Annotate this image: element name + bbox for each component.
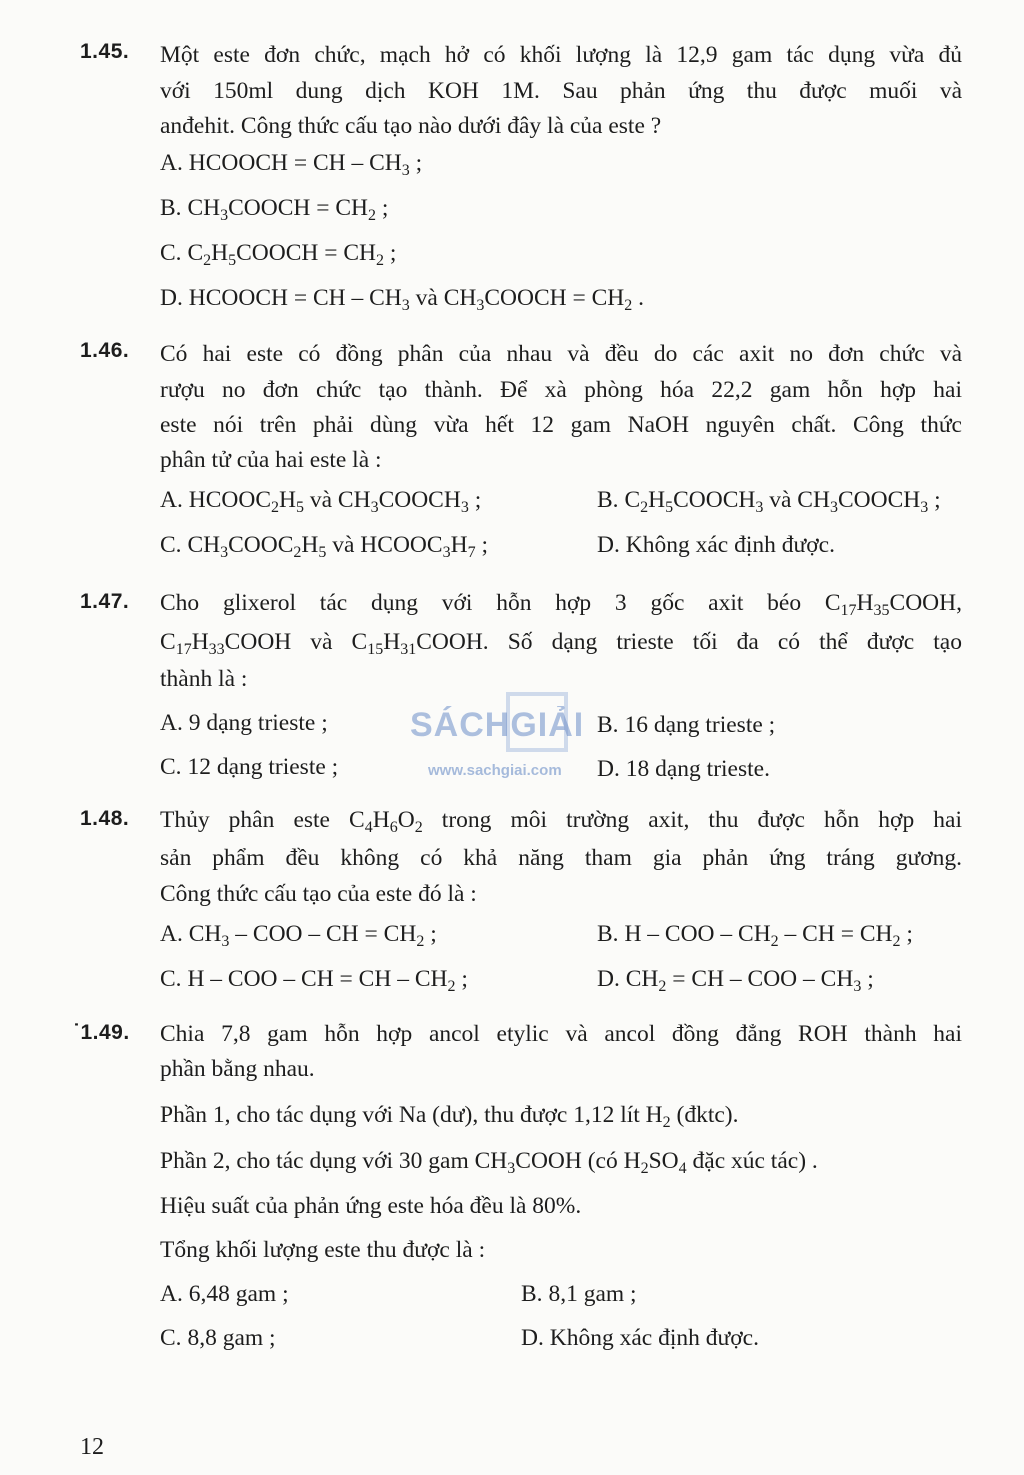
stem-line: phân tử của hai este là : <box>160 447 382 473</box>
option-c: C. 12 dạng trieste ; <box>160 754 339 780</box>
option-c: C. $CH_3COOC_2H_5$ và $HCOOC_3H_7$ ; <box>160 532 488 561</box>
stem-line: Có hai este có đồng phân của nhau và đều do các axit no đơn chức và <box>160 341 962 367</box>
option-c: C. $C_2H_5COOCH = CH_2$ ; <box>160 240 397 269</box>
question-ask: Tổng khối lượng este thu được là : <box>160 1237 486 1263</box>
stem-line: sản phẩm đều không có khả năng tham gia phản ứng tráng gương. <box>160 845 962 871</box>
watermark-url: www.sachgiai.com <box>428 762 562 779</box>
option-d: D. HCOOCH = CH – $CH_3$ và $CH_3COOCH = CH_2$ . <box>160 285 645 314</box>
option-c: C. 8,8 gam ; <box>160 1325 276 1351</box>
option-b: B. H – COO – $CH_2$ – CH = $CH_2$ ; <box>597 921 913 950</box>
option-a: A. 9 dạng trieste ; <box>160 710 328 736</box>
option-d: D. 18 dạng trieste. <box>597 756 770 782</box>
question-number: 1.48. <box>80 807 130 830</box>
part-1-text: Phần 1, cho tác dụng với Na (dư), thu được 1,12 lít $H_2$ (đktc). <box>160 1102 739 1131</box>
stem-line: Thủy phân este $C_4H_6O_2$ trong môi trường axit, thu được hỗn hợp hai <box>160 807 962 836</box>
option-a: A. 6,48 gam ; <box>160 1281 289 1307</box>
option-a: A. $HCOOC_2H_5$ và $CH_3COOCH_3$ ; <box>160 487 482 516</box>
efficiency-text: Hiệu suất của phản ứng este hóa đều là 80%. <box>160 1193 582 1219</box>
stem-line: Một este đơn chức, mạch hở có khối lượng là 12,9 gam tác dụng vừa đủ <box>160 42 962 68</box>
part-2-text: Phần 2, cho tác dụng với 30 gam $CH_3COOH$ (có $H_2SO_4$ đặc xúc tác) . <box>160 1148 818 1177</box>
question-number: 1.46. <box>80 339 130 362</box>
stem-line: phần bằng nhau. <box>160 1056 315 1082</box>
stem-line: thành là : <box>160 666 248 692</box>
stem-line: với 150ml dung dịch KOH 1M. Sau phản ứng thu được muối và <box>160 77 962 104</box>
question-stem <box>160 1017 962 1053</box>
stem-line: $C_{17}H_{33}COOH$ và $C_{15}H_{31}COOH$. Số dạng trieste tối đa có thể được tạo <box>160 629 962 658</box>
option-d: D. Không xác định được. <box>521 1325 759 1351</box>
page-number: 12 <box>80 1434 104 1460</box>
stem-line: Công thức cấu tạo của este đó là : <box>160 881 477 907</box>
question-stem <box>160 337 962 444</box>
stem-line: rượu no đơn chức tạo thành. Để xà phòng hóa 22,2 gam hỗn hợp hai <box>160 376 962 403</box>
option-d: D. Không xác định được. <box>597 532 835 558</box>
option-b: B. 16 dạng trieste ; <box>597 712 776 738</box>
watermark-logo <box>410 688 620 778</box>
option-a: A. HCOOCH = CH – $CH_3$ ; <box>160 150 423 179</box>
option-b: B. $CH_3COOCH = CH_2$ ; <box>160 195 389 224</box>
option-c: C. H – COO – CH = CH – $CH_2$ ; <box>160 966 468 995</box>
watermark-brand: SÁCHGIẢI <box>410 706 585 744</box>
question-stem <box>160 38 962 109</box>
option-d: D. $CH_2$ = CH – COO – $CH_3$ ; <box>597 966 874 995</box>
option-b: B. 8,1 gam ; <box>521 1281 637 1307</box>
stem-line: este nói trên phải dùng vừa hết 12 gam NaOH nguyên chất. Công thức <box>160 412 962 438</box>
stem-line: Cho glixerol tác dụng với hỗn hợp 3 gốc axit béo $C_{17}H_{35}COOH$, <box>160 590 962 619</box>
stem-line: anđehit. Công thức cấu tạo nào dưới đây là của este ? <box>160 113 662 139</box>
question-stem <box>160 586 962 664</box>
question-number: ˙1.49. <box>73 1021 130 1044</box>
question-stem <box>160 803 962 877</box>
option-a: A. $CH_3$ – COO – CH = $CH_2$ ; <box>160 921 437 950</box>
question-number: 1.47. <box>80 590 130 613</box>
option-b: B. $C_2H_5COOCH_3$ và $CH_3COOCH_3$ ; <box>597 487 941 516</box>
stem-line: Chia 7,8 gam hỗn hợp ancol etylic và ancol đồng đẳng ROH thành hai <box>160 1021 962 1047</box>
question-number: 1.45. <box>80 40 130 63</box>
